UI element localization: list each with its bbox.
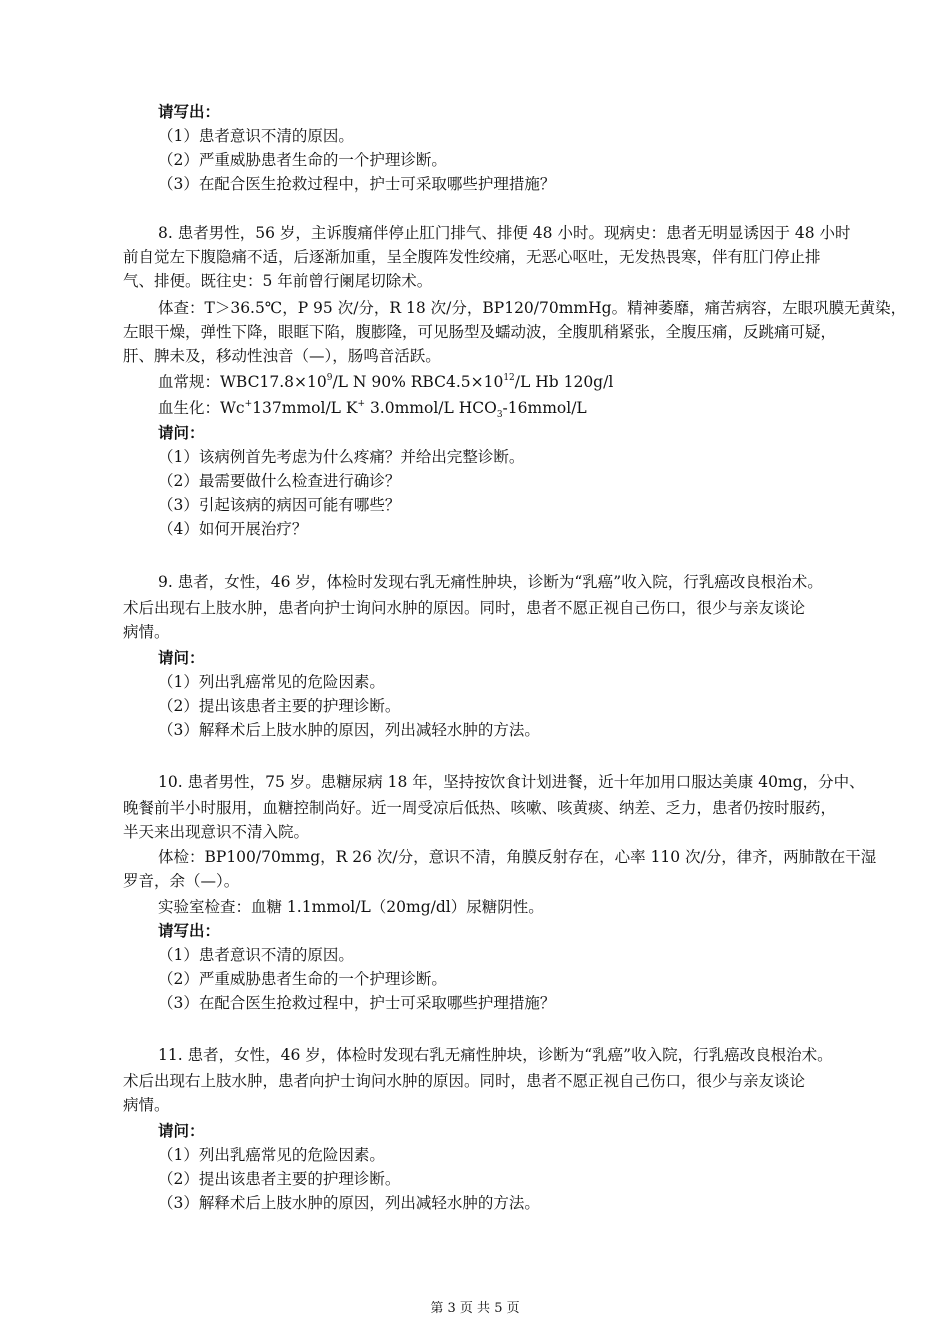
case8-paragraph-line: 前自觉左下腹隐痛不适，后逐渐加重，呈全腹阵发性绞痛，无恶心呕吐，无发热畏寒，伴有肛门停止排 <box>123 248 821 266</box>
question-item: （3）解释术后上肢水肿的原因，列出减轻水肿的方法。 <box>158 721 540 739</box>
question-item: （2）严重威胁患者生命的一个护理诊断。 <box>158 151 447 169</box>
question-item: （2）提出该患者主要的护理诊断。 <box>158 697 401 715</box>
case8-blood-routine: 血常规：$WBC17.8\times 10^9/L$ N 90% $RBC4.5\times 10^{12}/L$ Hb 120g/l <box>158 372 614 391</box>
question-item: （1）该病例首先考虑为什么疼痛？并给出完整诊断。 <box>158 448 525 466</box>
case10-lab-line: 实验室检查：血糖 1.1mmol/L（20mg/dl）尿糖阴性。 <box>158 898 544 916</box>
case11-paragraph-line: 术后出现右上肢水肿，患者向护士询问水肿的原因。同时，患者不愿正视自己伤口，很少与亲友谈论 <box>123 1072 806 1090</box>
case11-paragraph-line: 11. 患者，女性，46 岁，体检时发现右乳无痛性肿块，诊断为“乳癌”收入院，行乳癌改良根治术。 <box>158 1046 833 1064</box>
question-item: （1）列出乳癌常见的危险因素。 <box>158 673 385 691</box>
question-item: （1）患者意识不清的原因。 <box>158 127 354 145</box>
question-label: 请写出： <box>158 921 221 940</box>
case9-paragraph-line: 术后出现右上肢水肿，患者向护士询问水肿的原因。同时，患者不愿正视自己伤口，很少与亲友谈论 <box>123 599 806 617</box>
page-number-footer: 第 3 页 共 5 页 <box>430 1301 520 1316</box>
case11-paragraph-line: 病情。 <box>123 1096 170 1114</box>
question-label: 请问： <box>158 1121 205 1140</box>
case10-paragraph-line: 10. 患者男性，75 岁。患糖尿病 18 年，坚持按饮食计划进餐，近十年加用口服达美康 40mg，分中、 <box>158 773 865 791</box>
case9-paragraph-line: 病情。 <box>123 623 170 641</box>
question-label: 请问： <box>158 648 205 667</box>
question-item: （2）最需要做什么检查进行确诊？ <box>158 472 401 490</box>
question-item: （2）提出该患者主要的护理诊断。 <box>158 1170 401 1188</box>
case10-paragraph-line: 半天来出现意识不清入院。 <box>123 823 310 841</box>
case8-blood-biochem: 血生化：Wc+137mmol/L K+ 3.0mmol/L $HCO_3-16mmol/L$ <box>158 398 587 421</box>
case8-exam-line: 体查：T＞36.5℃，P 95 次/分，R 18 次/分，BP120/70mmHg。精神萎靡，痛苦病容，左眼巩膜无黄染， <box>158 299 907 317</box>
question-item: （3）解释术后上肢水肿的原因，列出减轻水肿的方法。 <box>158 1194 540 1212</box>
case8-paragraph-line: 8. 患者男性，56 岁，主诉腹痛伴停止肛门排气、排便 48 小时。现病史：患者无明显诱因于 48 小时 <box>158 224 851 242</box>
question-item: （3）在配合医生抢救过程中，护士可采取哪些护理措施？ <box>158 994 556 1012</box>
case9-paragraph-line: 9. 患者，女性，46 岁，体检时发现右乳无痛性肿块，诊断为“乳癌”收入院，行乳癌改良根治术。 <box>158 573 823 591</box>
question-label: 请问： <box>158 423 205 442</box>
question-item: （3）引起该病的病因可能有哪些？ <box>158 496 401 514</box>
question-label: 请写出： <box>158 102 221 121</box>
question-item: （4）如何开展治疗？ <box>158 520 308 538</box>
question-item: （1）患者意识不清的原因。 <box>158 946 354 964</box>
case10-exam-line: 体检：BP100/70mmg，R 26 次/分，意识不清，角膜反射存在，心率 110 次/分，律齐，两肺散在干湿 <box>158 848 877 866</box>
case10-paragraph-line: 晚餐前半小时服用，血糖控制尚好。近一周受凉后低热、咳嗽、咳黄痰、纳差、乏力，患者仍按时服药， <box>123 799 837 817</box>
case8-paragraph-line: 气、排便。既往史：5 年前曾行阑尾切除术。 <box>123 272 433 290</box>
case8-exam-line: 肝、脾未及，移动性浊音（—），肠鸣音活跃。 <box>123 347 441 365</box>
question-item: （3）在配合医生抢救过程中，护士可采取哪些护理措施？ <box>158 175 556 193</box>
question-item: （2）严重威胁患者生命的一个护理诊断。 <box>158 970 447 988</box>
question-item: （1）列出乳癌常见的危险因素。 <box>158 1146 385 1164</box>
case10-exam-line: 罗音，余（—）。 <box>123 872 240 890</box>
case8-exam-line: 左眼干燥，弹性下降，眼眶下陷，腹膨隆，可见肠型及蠕动波，全腹肌稍紧张，全腹压痛，反跳痛可疑， <box>123 323 837 341</box>
